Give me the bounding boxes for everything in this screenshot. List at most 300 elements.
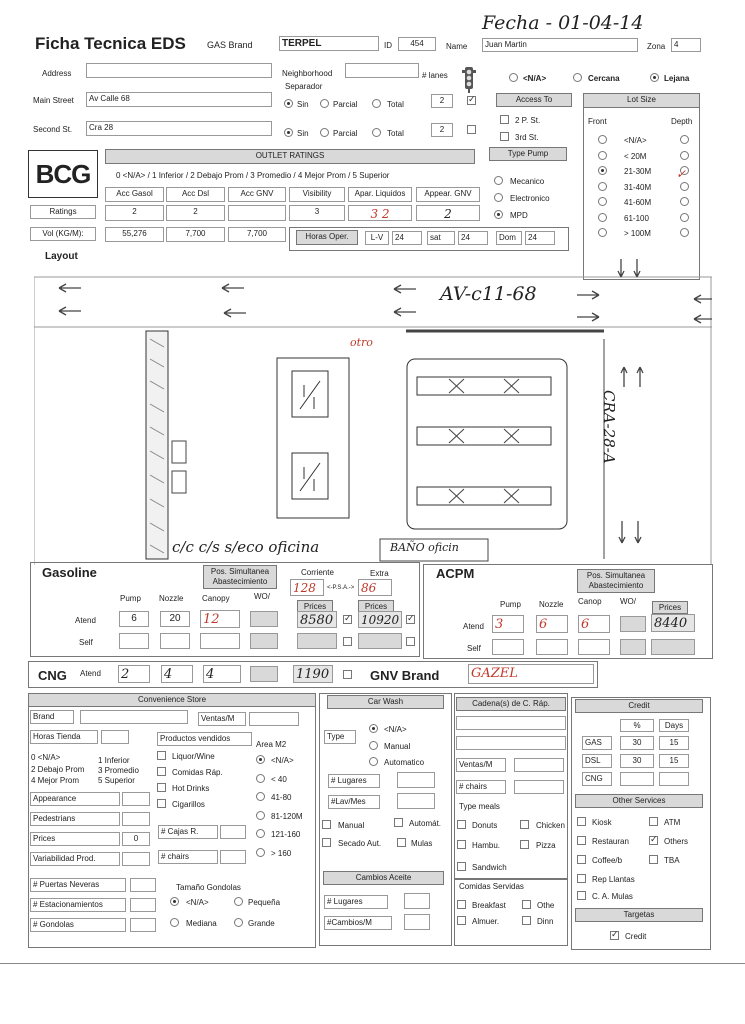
main-sep-total-label: Total [387, 100, 404, 109]
meal-sandwich-label: Sandwich [472, 863, 507, 872]
bcg-logo: BCG [28, 150, 98, 198]
lot-front-radio[interactable] [598, 213, 607, 222]
cajas-label: # Cajas R. [158, 825, 218, 839]
area-label: > 160 [271, 848, 292, 858]
comida-breakfast-label: Breakfast [472, 901, 506, 910]
acpm-pump-label: Pump [500, 600, 521, 609]
service-label: Kiosk [592, 818, 612, 827]
acpm-canop-field[interactable]: 6 [578, 615, 610, 633]
dom-field[interactable]: 24 [525, 231, 555, 245]
acpm-nozzle-field[interactable]: 6 [536, 615, 568, 633]
scale-line-4: 4 Mejor Prom [31, 776, 80, 785]
gas-self-nozzle-field[interactable] [160, 633, 190, 649]
outlet-col-header: Acc Gasol [105, 187, 164, 202]
outlet-col-header: Acc Dsl [166, 187, 225, 202]
outlet-col-header: Appear. GNV [416, 187, 480, 202]
pedestrians-label: Pedestrians [30, 812, 120, 826]
outlet-rating-field[interactable]: 2 [166, 205, 225, 221]
variabilidad-field[interactable] [122, 852, 150, 866]
credit-header: Credit [575, 699, 703, 713]
gas-pump-field[interactable]: 6 [119, 611, 149, 627]
credit-card-check[interactable] [610, 931, 619, 940]
gas-brand-field[interactable]: TERPEL [279, 36, 379, 51]
pump-mecanico-radio[interactable] [494, 176, 503, 185]
scale-line-3: 3 Promedio [98, 766, 139, 775]
service-check[interactable] [577, 874, 586, 883]
conv-ventas-label: Ventas/M [198, 712, 246, 726]
meal-sandwich-check[interactable] [457, 862, 466, 871]
meal-hambu-label: Hambu. [472, 841, 501, 850]
horas-oper-label: Horas Oper. [296, 230, 358, 245]
acpm-wo-label: WO/ [620, 597, 636, 606]
service-check[interactable] [577, 836, 586, 845]
access-2p-check[interactable] [500, 115, 509, 124]
area-label: <N/A> [271, 756, 294, 765]
carwash-manual-check[interactable] [322, 820, 331, 829]
gas-pump-label: Pump [120, 594, 141, 603]
zona-label: Zona [647, 42, 666, 51]
estacionamientos-label: # Estacionamientos [30, 898, 126, 912]
main-sep-sin-radio[interactable] [284, 99, 293, 108]
lanes-main-check[interactable] [467, 96, 476, 105]
neighborhood-field[interactable] [345, 63, 419, 78]
outlet-vol-field[interactable]: 7,700 [228, 227, 286, 242]
area-label: 121-160 [271, 830, 301, 839]
service-label: Others [664, 837, 689, 846]
scale-line-2: 2 Debajo Prom [31, 765, 85, 774]
meal-chicken-label: Chicken [536, 821, 565, 830]
service-label: Coffee/b [592, 856, 623, 865]
tamano-pequena-label: Pequeña [248, 898, 281, 907]
access-3rd-label: 3rd St. [515, 133, 539, 142]
cng-field-3[interactable]: 4 [203, 665, 241, 683]
acpm-prices-header: Prices [652, 601, 688, 614]
second-st-label: Second St. [33, 125, 73, 134]
product-label: Cigarillos [172, 800, 205, 809]
gas-nozzle-field[interactable]: 20 [160, 611, 190, 627]
area-radio[interactable] [256, 774, 265, 783]
product-check[interactable] [157, 799, 166, 808]
cambios-lugares-field[interactable] [404, 893, 430, 909]
area-radio[interactable] [256, 811, 265, 820]
service-check[interactable] [577, 817, 586, 826]
proximity-lejana-radio[interactable] [650, 73, 659, 82]
gas-prices-header-1: Prices [297, 600, 333, 613]
outlet-legend: 0 <N/A> / 1 Inferior / 2 Debajo Prom / 3 Promedio / 4 Mejor Prom / 5 Superior [116, 171, 390, 180]
carwash-auto-label: Automatico [384, 758, 425, 767]
outlet-rating-field[interactable]: 3 2 [348, 205, 412, 221]
acpm-pump-field[interactable]: 3 [492, 615, 524, 633]
lanes-second-field[interactable]: 2 [431, 123, 453, 137]
acpm-wo-field[interactable] [620, 616, 646, 632]
outlet-rating-field[interactable]: 3 [289, 205, 345, 221]
meal-hambu-check[interactable] [457, 840, 466, 849]
gasoline-title: Gasoline [42, 565, 97, 580]
tamano-pequena-radio[interactable] [234, 897, 243, 906]
gas-brand-label: GAS Brand [207, 40, 253, 50]
credit-card-label: Credit [625, 932, 647, 941]
comidas-label: Comidas Servidas [459, 882, 524, 891]
bano-note: BAÑO oficin [390, 541, 459, 554]
credit-days-field[interactable] [659, 772, 689, 786]
gas-atend-label: Atend [75, 616, 96, 625]
access-to-header: Access To [496, 93, 572, 107]
comida-othe-check[interactable] [522, 900, 531, 909]
area-radio[interactable] [256, 755, 265, 764]
pump-electronico-radio[interactable] [494, 193, 503, 202]
lot-front-radio[interactable] [598, 228, 607, 237]
scale-line-5: 5 Superior [98, 776, 135, 785]
area-radio[interactable] [256, 848, 265, 857]
id-label: ID [384, 41, 392, 50]
gondolas-field[interactable] [130, 918, 156, 932]
comida-almuer-label: Almuer. [472, 917, 500, 926]
area-label: < 40 [271, 774, 287, 784]
gas-self-pump-field[interactable] [119, 633, 149, 649]
cajas-field[interactable] [220, 825, 246, 839]
carwash-auto-radio[interactable] [369, 757, 378, 766]
scale-line-1: 1 Inferior [98, 756, 130, 765]
otro-handwritten: otro [350, 336, 373, 349]
separador-label: Separador [285, 82, 323, 91]
ratings-label: Ratings [30, 205, 96, 219]
conv-chairs-label: # chairs [158, 850, 218, 864]
cadena-divider [454, 878, 568, 880]
pump-electronico-label: Electronico [510, 194, 550, 203]
main-sep-total-radio[interactable] [372, 99, 381, 108]
lot-option-label: 31-40M [624, 182, 652, 192]
neighborhood-label: Neighborhood [282, 69, 333, 78]
type-pump-header: Type Pump [489, 147, 567, 161]
acpm-self-nozzle-field[interactable] [536, 639, 568, 655]
gas-self-price1-field[interactable] [297, 633, 337, 649]
carwash-na-radio[interactable] [369, 724, 378, 733]
gas-self-wo-field[interactable] [250, 633, 278, 649]
credit-row-label: CNG [582, 772, 612, 786]
service-check[interactable] [649, 836, 658, 845]
carwash-type-label: Type [324, 730, 356, 744]
service-check[interactable] [649, 855, 658, 864]
type-meals-label: Type meals [459, 802, 500, 811]
meal-chicken-check[interactable] [520, 820, 529, 829]
other-services-header: Other Services [575, 794, 703, 808]
form-title: Ficha Tecnica EDS [35, 34, 186, 53]
carwash-na-label: <N/A> [384, 725, 407, 734]
gas-wo-label: WO/ [254, 592, 270, 601]
second-sep-parcial-label: Parcial [333, 129, 358, 138]
variabilidad-label: Variabilidad Prod. [30, 852, 120, 866]
proximity-na-label: <N/A> [523, 74, 547, 83]
conv-brand-field[interactable] [80, 710, 188, 724]
comida-almuer-check[interactable] [457, 916, 466, 925]
cng-title: CNG [38, 668, 67, 683]
outlet-vol-field[interactable]: 55,276 [105, 227, 164, 242]
cadena-header: Cadena(s) de C. Ráp. [456, 697, 566, 711]
gas-canopy-field[interactable]: 12 [200, 610, 240, 628]
meal-pizza-label: Pizza [536, 841, 556, 850]
psa-label: <-P.S.A.-> [327, 585, 355, 591]
service-label: Restauran [592, 837, 629, 846]
lv-label: L-V [365, 231, 389, 245]
conv-brand-label: Brand [30, 710, 74, 724]
credit-days-field[interactable]: 15 [659, 736, 689, 750]
second-st-field[interactable]: Cra 28 [86, 121, 272, 136]
outlet-col-header: Acc GNV [228, 187, 286, 202]
carwash-automat-label: Automát. [409, 819, 442, 828]
service-label: Rep Llantas [592, 875, 635, 884]
lot-option-label: > 100M [624, 229, 651, 238]
tamano-na-radio[interactable] [170, 897, 179, 906]
outlet-rating-field[interactable]: 2 [416, 205, 480, 221]
traffic-light-icon [461, 66, 477, 94]
product-label: Comidas Ráp. [172, 768, 223, 777]
area-label: 41-80 [271, 793, 292, 802]
area-radio[interactable] [256, 792, 265, 801]
acpm-self-pump-field[interactable] [492, 639, 524, 655]
main-sep-sin-label: Sin [297, 100, 309, 109]
extra-label: Extra [370, 569, 389, 578]
product-check[interactable] [157, 767, 166, 776]
lot-depth-radio[interactable] [680, 213, 689, 222]
cadena-chairs-label: # chairs [456, 780, 506, 794]
lot-front-radio[interactable] [598, 151, 607, 160]
cambios-mes-field[interactable] [404, 914, 430, 930]
carwash-manual-radio[interactable] [369, 741, 378, 750]
tamano-mediana-radio[interactable] [170, 918, 179, 927]
main-street-field[interactable]: Av Calle 68 [86, 92, 272, 107]
conv-ventas-field[interactable] [249, 712, 299, 726]
corriente-label: Corriente [301, 568, 334, 577]
cng-price-check[interactable] [343, 670, 352, 679]
comida-dinn-check[interactable] [522, 916, 531, 925]
lot-depth-radio[interactable] [680, 182, 689, 191]
carwash-lav-label: #Lav/Mes [328, 795, 380, 809]
comida-dinn-label: Dinn [537, 917, 554, 926]
gas-canopy-label: Canopy [202, 594, 230, 603]
lot-depth-radio[interactable] [680, 228, 689, 237]
lv-field[interactable]: 24 [392, 231, 422, 245]
carwash-lav-field[interactable] [397, 793, 435, 809]
cadena-ventas-field[interactable] [514, 758, 564, 772]
puertas-field[interactable] [130, 878, 156, 892]
acpm-self-canop-field[interactable] [578, 639, 610, 655]
lot-option-label: 41-60M [624, 198, 652, 207]
outlet-vol-field[interactable]: 7,700 [166, 227, 225, 242]
cng-field-1[interactable]: 2 [118, 665, 150, 683]
cng-atend-label: Atend [80, 669, 101, 678]
acpm-self-wo-field[interactable] [620, 639, 646, 655]
carwash-mulas-check[interactable] [397, 838, 406, 847]
service-check[interactable] [649, 817, 658, 826]
cng-field-4[interactable] [250, 666, 278, 682]
conv-prices-label: Prices [30, 832, 120, 846]
lot-front-label: Front [588, 117, 607, 126]
service-check[interactable] [577, 855, 586, 864]
product-label: Hot Drinks [172, 784, 210, 793]
conv-area-label: Area M2 [256, 740, 287, 749]
fecha-handwritten: Fecha - 01-04-14 [482, 12, 644, 34]
layout-title: Layout [45, 251, 78, 262]
gnv-brand-label: GNV Brand [370, 668, 440, 683]
page-bottom-rule [0, 963, 745, 964]
product-check[interactable] [157, 783, 166, 792]
tamano-mediana-label: Mediana [186, 919, 217, 928]
address-field[interactable] [86, 63, 272, 78]
outlet-ratings-header: OUTLET RATINGS [105, 149, 475, 164]
cambios-lugares-label: # Lugares [324, 895, 388, 909]
corriente-psa-field[interactable]: 128 [290, 579, 324, 596]
appearance-field[interactable] [122, 792, 150, 806]
carwash-secado-check[interactable] [322, 838, 331, 847]
carwash-header: Car Wash [327, 695, 444, 709]
gas-wo-field[interactable] [250, 611, 278, 627]
convenience-header: Convenience Store [28, 693, 316, 707]
zona-field[interactable]: 4 [671, 38, 701, 52]
second-sep-sin-label: Sin [297, 129, 309, 138]
outlet-rating-field[interactable] [228, 205, 286, 221]
extra-psa-field[interactable]: 86 [358, 579, 392, 596]
gas-price-extra-field[interactable]: 10920 [358, 611, 402, 628]
meal-pizza-check[interactable] [520, 840, 529, 849]
gas-price-corriente-check[interactable] [343, 615, 352, 624]
gas-prices-header-2: Prices [358, 600, 394, 613]
lot-depth-radio[interactable] [680, 135, 689, 144]
second-sep-parcial-radio[interactable] [320, 128, 329, 137]
scale-line-0: 0 <N/A> [31, 753, 61, 762]
cambios-header: Cambios Aceite [323, 871, 444, 885]
credit-days-field[interactable]: 15 [659, 754, 689, 768]
depth-mark-icon: ✓ [676, 167, 687, 181]
cadena-field-2[interactable] [456, 736, 566, 750]
estacionamientos-field[interactable] [130, 898, 156, 912]
lanes-main-field[interactable]: 2 [431, 94, 453, 108]
conv-horas-field[interactable] [101, 730, 129, 744]
lot-front-radio[interactable] [598, 135, 607, 144]
main-street-label: Main Street [33, 96, 74, 105]
credit-days-label: Days [659, 719, 689, 732]
carwash-automat-check[interactable] [394, 818, 403, 827]
gas-self-price1-check[interactable] [343, 637, 352, 646]
targetas-header: Targetas [575, 908, 703, 922]
carwash-mulas-label: Mulas [411, 839, 433, 848]
lot-option-label: <N/A> [624, 136, 647, 145]
comida-breakfast-check[interactable] [457, 900, 466, 909]
acpm-atend-label: Atend [463, 622, 484, 631]
tamano-label: Tamaño Gondolas [176, 883, 241, 892]
pump-mpd-radio[interactable] [494, 210, 503, 219]
lot-depth-radio[interactable] [680, 197, 689, 206]
proximity-lejana-label: Lejana [664, 74, 690, 83]
cadena-chairs-field[interactable] [514, 780, 564, 794]
credit-pct-label: % [620, 719, 654, 732]
gas-price-extra-check[interactable] [406, 615, 415, 624]
cng-price-field[interactable]: 1190 [293, 665, 333, 683]
lot-front-radio[interactable] [598, 166, 607, 175]
service-label: C. A. Mulas [592, 892, 633, 901]
cadena-field-1[interactable] [456, 716, 566, 730]
address-label: Address [42, 69, 72, 78]
outlet-col-header: Apar. Liquidos [348, 187, 412, 202]
proximity-cercana-radio[interactable] [573, 73, 582, 82]
conv-horas-label: Horas Tienda [30, 730, 98, 744]
second-sep-sin-radio[interactable] [284, 128, 293, 137]
gas-self-canopy-field[interactable] [200, 633, 240, 649]
id-field[interactable]: 454 [398, 37, 436, 51]
gondolas-label: # Gondolas [30, 918, 126, 932]
credit-pct-field[interactable]: 30 [620, 754, 654, 768]
conv-productos-label: Productos vendidos [157, 732, 252, 746]
product-label: Liquor/Wine [172, 752, 215, 761]
main-sep-parcial-radio[interactable] [320, 99, 329, 108]
access-3rd-check[interactable] [500, 132, 509, 141]
carwash-lugares-field[interactable] [397, 772, 435, 788]
proximity-na-radio[interactable] [509, 73, 518, 82]
pump-mpd-label: MPD [510, 211, 528, 220]
acpm-price-field[interactable]: 8440 [651, 614, 695, 632]
carwash-secado-label: Secado Aut. [338, 839, 382, 848]
tamano-grande-label: Grande [248, 919, 275, 928]
pump-mecanico-label: Mecanico [510, 177, 545, 186]
name-field[interactable]: Juan Martin [482, 38, 638, 52]
lot-option-label: 61-100 [624, 213, 649, 223]
credit-row-label: DSL [582, 754, 612, 768]
gas-nozzle-label: Nozzle [159, 594, 184, 603]
acpm-self-label: Self [467, 644, 481, 653]
gnv-brand-field[interactable]: GAZEL [468, 664, 594, 684]
conv-chairs-field[interactable] [220, 850, 246, 864]
gas-self-price2-check[interactable] [406, 637, 415, 646]
lot-depth-label: Depth [671, 117, 693, 126]
appearance-label: Appearance [30, 792, 120, 806]
outlet-rating-field[interactable]: 2 [105, 205, 164, 221]
lot-front-radio[interactable] [598, 197, 607, 206]
proximity-cercana-label: Cercana [588, 74, 620, 83]
gas-price-corriente-field[interactable]: 8580 [297, 611, 337, 628]
gas-self-label: Self [79, 638, 93, 647]
meal-donuts-check[interactable] [457, 820, 466, 829]
tamano-grande-radio[interactable] [234, 918, 243, 927]
sat-field[interactable]: 24 [458, 231, 488, 245]
cng-field-2[interactable]: 4 [161, 665, 193, 683]
gas-pos-sim-header: Pos. Simultanea Abastecimiento [203, 565, 277, 589]
lot-front-radio[interactable] [598, 182, 607, 191]
acpm-self-price-field[interactable] [651, 639, 695, 655]
lot-option-label: < 20M [624, 151, 647, 161]
main-sep-parcial-label: Parcial [333, 100, 358, 109]
service-label: TBA [664, 856, 680, 865]
pedestrians-field[interactable] [122, 812, 150, 826]
comida-othe-label: Othe [537, 901, 555, 910]
credit-row-label: GAS [582, 736, 612, 750]
product-check[interactable] [157, 751, 166, 760]
conv-prices-field[interactable]: 0 [122, 832, 150, 846]
lot-size-header: Lot Size [583, 93, 700, 108]
carwash-manual-label: Manual [384, 742, 411, 751]
meal-donuts-label: Donuts [472, 821, 498, 830]
service-check[interactable] [577, 891, 586, 900]
lot-depth-radio[interactable] [680, 151, 689, 160]
second-sep-total-radio[interactable] [372, 128, 381, 137]
carwash-lugares-label: # Lugares [328, 774, 380, 788]
credit-pct-field[interactable]: 30 [620, 736, 654, 750]
acpm-nozzle-label: Nozzle [539, 600, 564, 609]
area-radio[interactable] [256, 829, 265, 838]
lanes-second-check[interactable] [467, 125, 476, 134]
credit-pct-field[interactable] [620, 772, 654, 786]
acpm-canop-label: Canop [578, 597, 602, 606]
street-right-handwritten: CRA-28-A [600, 390, 618, 464]
gas-self-price2-field[interactable] [358, 633, 402, 649]
